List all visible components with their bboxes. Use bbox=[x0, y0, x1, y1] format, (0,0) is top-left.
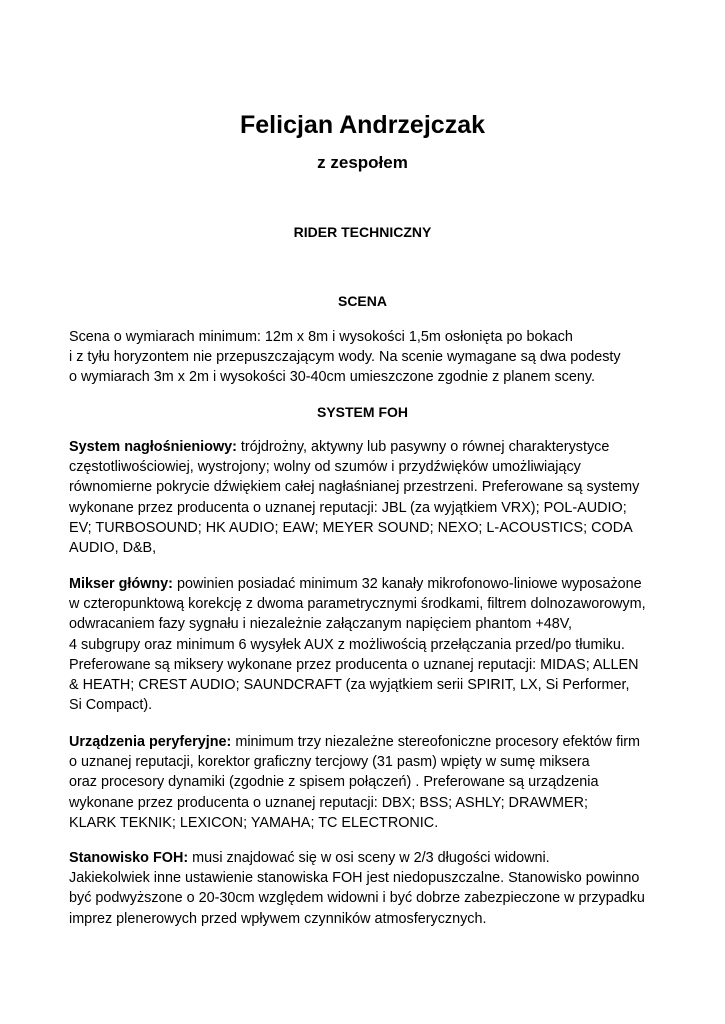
paragraph-first-line bbox=[69, 437, 669, 457]
rider-heading: RIDER TECHNICZNY bbox=[293, 224, 432, 240]
paragraph-line: EV; TURBOSOUND; HK AUDIO; EAW; MEYER SOUND; NEXO; L-ACOUSTICS; CODA bbox=[69, 519, 633, 536]
paragraph-first-text: minimum trzy niezależne stereofoniczne procesory efektów firm bbox=[231, 734, 641, 750]
paragraph-line: 4 subgrupy oraz minimum 6 wysyłek AUX z możliwością przełączania przed/po tłumiku. bbox=[69, 636, 625, 653]
paragraph-line: oraz procesory dynamiki (zgodnie z spisem połączeń) . Preferowane są urządzenia bbox=[69, 774, 599, 791]
paragraph-line: i z tyłu horyzontem nie przepuszczającym wody. Na scenie wymagane są dwa podesty bbox=[69, 349, 621, 366]
paragraph-line: o wymiarach 3m x 2m i wysokości 30-40cm umieszczone zgodnie z planem sceny. bbox=[69, 369, 595, 386]
paragraph-first-text: trójdrożny, aktywny lub pasywny o równej charakterystyce bbox=[236, 439, 610, 455]
document-title: Felicjan Andrzejczak bbox=[240, 111, 485, 139]
paragraph-line: równomierne pokrycie dźwiękiem całej nagłaśnianej przestrzeni. Preferowane są systemy bbox=[69, 479, 640, 496]
paragraph-lead: Stanowisko FOH: bbox=[69, 850, 189, 866]
paragraph-line: KLARK TEKNIK; LEXICON; YAMAHA; TC ELECTRONIC. bbox=[69, 814, 439, 831]
section-heading-scena: SCENA bbox=[337, 293, 387, 309]
paragraph-line: o uznanej reputacji, korektor graficzny tercjowy (31 pasm) wpięty w sumę miksera bbox=[69, 754, 590, 771]
paragraph-line: & HEATH; CREST AUDIO; SAUNDCRAFT (za wyjątkiem serii SPIRIT, LX, Si Performer, bbox=[69, 677, 630, 694]
paragraph-first-line bbox=[69, 732, 669, 752]
paragraph-urzadzenia-peryferyjne bbox=[69, 732, 669, 833]
paragraph-line: w czteropunktową korekcję z dwoma parametrycznymi środkami, filtrem dolnozaworowym, bbox=[69, 596, 646, 613]
paragraph-line: wykonane przez producenta o uznanej reputacji: JBL (za wyjątkiem VRX); POL-AUDIO; bbox=[69, 499, 627, 516]
document-subtitle: z zespołem bbox=[317, 153, 408, 172]
paragraph-first-line bbox=[69, 574, 669, 594]
paragraph-scena bbox=[69, 327, 669, 388]
paragraph-line: wykonane przez producenta o uznanej reputacji: DBX; BSS; ASHLY; DRAWMER; bbox=[69, 794, 588, 811]
section-heading-foh: SYSTEM FOH bbox=[316, 404, 408, 420]
paragraph-first-line bbox=[69, 848, 669, 868]
paragraph-line: AUDIO, D&B, bbox=[69, 540, 157, 557]
paragraph-lead: System nagłośnieniowy: bbox=[69, 439, 237, 455]
paragraph-mikser-glowny bbox=[69, 574, 669, 715]
paragraph-first-text: powinien posiadać minimum 32 kanały mikrofonowo-liniowe wyposażone bbox=[172, 576, 642, 592]
paragraph-first-text: musi znajdować się w osi sceny w 2/3 długości widowni. bbox=[188, 850, 550, 866]
paragraph-line: imprez plenerowych przed wpływem czynników atmosferycznych. bbox=[69, 910, 487, 927]
paragraph-stanowisko-foh bbox=[69, 848, 669, 929]
paragraph-line: Jakiekolwiek inne ustawienie stanowiska FOH jest niedopuszczalne. Stanowisko powinno bbox=[69, 870, 640, 887]
paragraph-lead: Urządzenia peryferyjne: bbox=[69, 734, 232, 750]
paragraph-line: Preferowane są miksery wykonane przez producenta o uznanej reputacji: MIDAS; ALLEN bbox=[69, 656, 639, 673]
paragraph-line: odwracaniem fazy sygnału i niezależnie załączanym napięciem phantom +48V, bbox=[69, 616, 573, 633]
paragraph-line: być podwyższone o 20-30cm względem widowni i być dobrze zabezpieczone w przypadku bbox=[69, 890, 645, 907]
paragraph-lead: Mikser główny: bbox=[69, 576, 173, 592]
paragraph-line: częstotliwościowiej, wystrojony; wolny od szumów i przydźwięków umożliwiający bbox=[69, 459, 581, 476]
paragraph-system-naglosnieniowy bbox=[69, 437, 669, 558]
paragraph-line: Si Compact). bbox=[69, 697, 153, 714]
paragraph-line: Scena o wymiarach minimum: 12m x 8m i wysokości 1,5m osłonięta po bokach bbox=[69, 329, 573, 345]
